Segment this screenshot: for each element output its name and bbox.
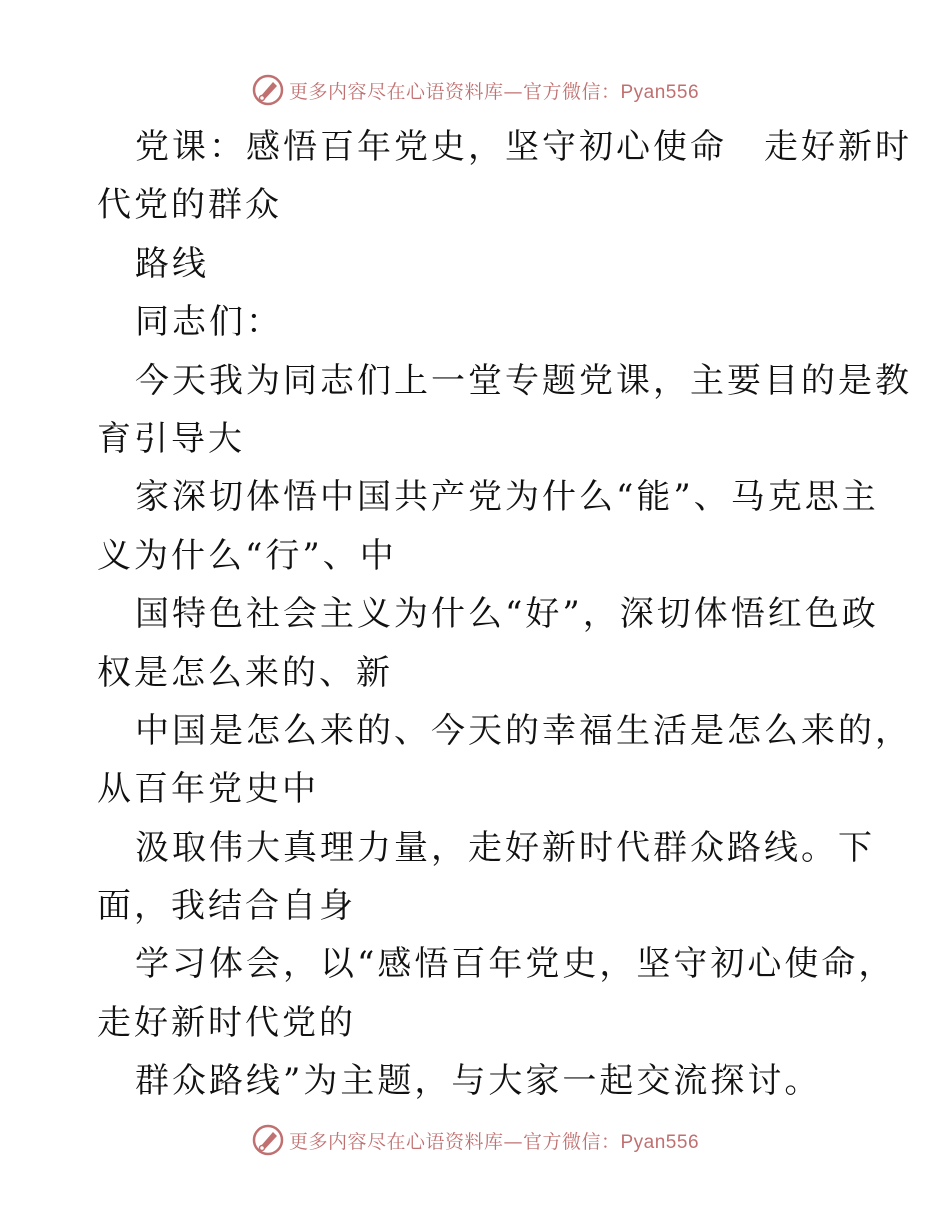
paragraph-line: 国特色社会主义为什么“好”，深切体悟红色政 [135,594,879,635]
paragraph-line: 育引导大 [97,418,245,459]
paragraph-line: 学习体会，以“感悟百年党史，坚守初心使命， [135,944,896,985]
paragraph-line: 家深切体悟中国共产党为什么“能”、马克思主 [135,477,879,518]
title-line-2: 代党的群众 [97,185,282,226]
paragraph-line: 走好新时代党的 [97,1002,356,1043]
paragraph-line: 今天我为同志们上一堂专题党课，主要目的是教 [135,360,912,401]
paragraph-line: 群众路线”为主题，与大家一起交流探讨。 [135,1061,822,1102]
document-body [97,118,912,1111]
pen-logo-icon [251,73,285,107]
paragraph-line: 从百年党史中 [97,769,319,810]
watermark-text: 更多内容尽在心语资料库—官方微信：Pyan556 [288,1130,700,1153]
paragraph-line: 权是怎么来的、新 [97,652,393,693]
paragraph-line: 义为什么“行”、中 [97,535,397,576]
footer-watermark-banner [0,1120,950,1160]
watermark-text: 更多内容尽在心语资料库—官方微信：Pyan556 [288,80,700,103]
header-watermark-banner [0,70,950,110]
paragraph-line: 面，我结合自身 [97,886,356,927]
title-line-3: 路线 [135,243,209,284]
paragraph-line: 中国是怎么来的、今天的幸福生活是怎么来的， [135,710,912,751]
title-line-1: 党课：感悟百年党史，坚守初心使命 走好新时 [135,127,912,167]
pen-logo-icon [251,1123,285,1157]
salutation: 同志们： [135,302,283,343]
paragraph-line: 汲取伟大真理力量，走好新时代群众路线。下 [135,827,875,868]
